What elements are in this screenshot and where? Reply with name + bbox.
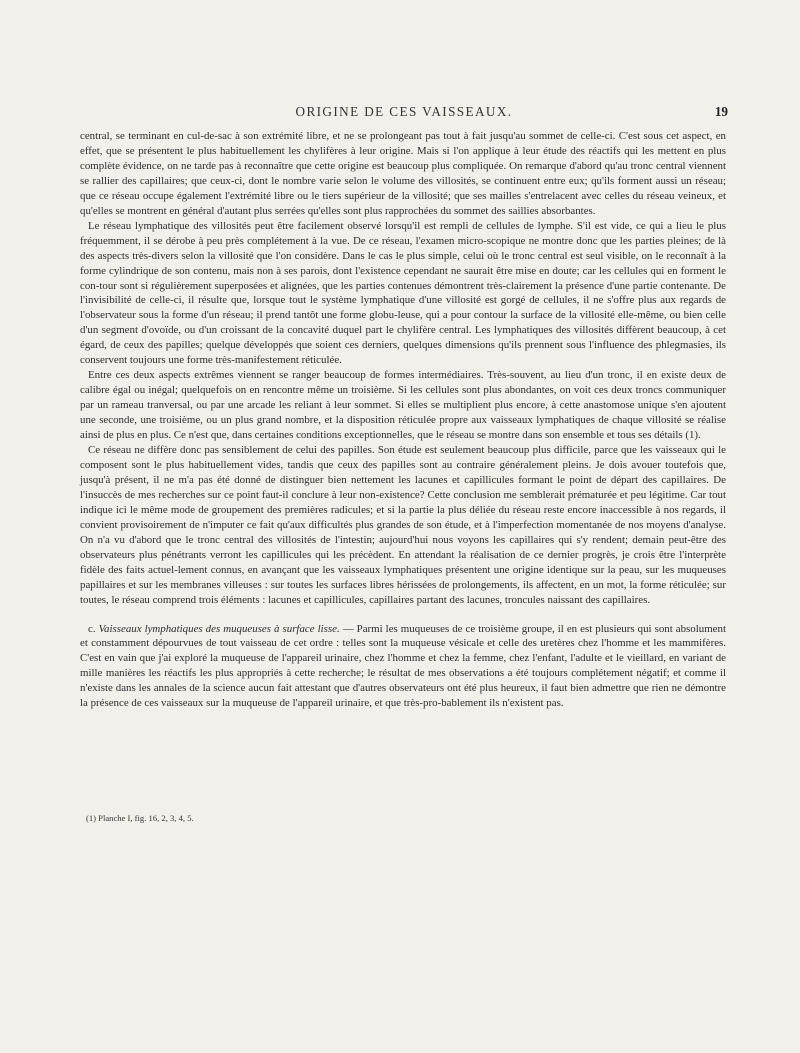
section-c-heading: Vaisseaux lymphatiques des muqueuses à surface lisse. <box>98 622 340 635</box>
page-number: 19 <box>714 104 728 119</box>
page-header <box>80 104 728 122</box>
paragraph-4: Ce réseau ne diffère donc pas sensiblement de celui des papilles. Son étude est seulement beaucoup plus difficile, parce que les vaisseaux qui le composent sont le plus habituellement vides, tandis que ceux des papilles sont au contraire généralement pleins. Je dois avouer toutefois que, jusqu'à présent, il ne m'a pas été donné de distinguer bien nettement les lacunes et capillicules formant le point de départ des capillaires. De l'insuccès de mes recherches sur ce point faut-il conclure à leur non-existence? Cette conclusion me semblerait prématurée et peu légitime. Car tout indique ici le même mode de groupement des premières radicules; et si la partie la plus déliée du réseau reste encore inaccessible à nos regards, il convient provisoirement de n'imputer ce fait qu'aux difficultés plus grandes de son étude, et à l'imperfection momentanée de nos moyens d'analyse. On n'a vu d'abord que le tronc central des villosités de l'intestin; aujourd'hui nous voyons les capillaires qui s'y rendent; demain peut-être des observateurs plus pénétrants verront les capillicules qui les précèdent. En attendant la réalisation de ce dernier progrès, je crois être l'interprète fidèle des faits actuel-lement connus, en avançant que les vaisseaux lymphatiques présentent une origine identique sur la peau, sur les muqueuses papillaires et sur les membranes villeuses : sur toutes les surfaces libres hérissées de prolongements, ils affectent, en un mot, la forme réticulée; sur toutes, le réseau comprend trois éléments : lacunes et capillicules, capillaires partant des lacunes, troncules naissant des capillaires. <box>80 444 726 606</box>
running-title: ORIGINE DE CES VAISSEAUX. <box>295 104 513 119</box>
body-text <box>80 129 726 711</box>
section-c-paragraph <box>80 622 726 712</box>
paragraph-3: Entre ces deux aspects extrêmes viennent se ranger beaucoup de formes intermédiaires. Très-souvent, au lieu d'un tronc, il en existe deux de calibre égal ou inégal; quelquefois on en rencontre même un troisième. Si les cellules sont plus abondantes, on voit ces deux troncs communiquer par un rameau tranversal, ou par une arcade les reliant à leur sommet. Si elles se multiplient plus encore, à cette anastomose unique s'en ajoutent une seconde, une troisième, ou un plus grand nombre, et la disposition réticulée propre aux vaisseaux lymphatiques de chaque villosité se réalise ainsi de plus en plus. Ce n'est que, dans certaines conditions exceptionnelles, que le réseau se montre dans son ensemble et tous ses détails (1). <box>80 369 726 442</box>
paragraph-1: central, se terminant en cul-de-sac à son extrémité libre, et ne se prolongeant pas tout à fait jusqu'au sommet de celle-ci. C'est sous cet aspect, en effet, que se présentent le plus habituellement les chylifères à leur origine. Mais si l'on applique à leur étude des réactifs qui les mettent en plus complète évidence, on ne tarde pas à reconnaître que cette origine est beaucoup plus compliquée. On remarque d'abord qu'au tronc central viennent se rallier des capillaires; que ceux-ci, dont le nombre varie selon le volume des villosités, se continuent entre eux; qu'ils forment aussi un réseau; que ce réseau occupe également l'extrémité libre ou le tiers supérieur de la villosité; que ses mailles s'entrelacent avec celles du réseau veineux, et qu'elles se montrent en général d'autant plus serrées qu'elles sont plus rapprochées du sommet des saillies absorbantes. <box>80 130 726 217</box>
section-c-text: — Parmi les muqueuses de ce troisième groupe, il en est plusieurs qui sont absolument et constamment dépourvues de tout vaisseau de cet ordre : telles sont la muqueuse vésicale et celle des uretères chez l'homme et les mammifères. C'est en vain que j'ai exploré la muqueuse de l'appareil urinaire, chez l'homme et chez la femme, chez l'enfant, l'adulte et le vieillard, en variant de mille manières les réactifs les plus appropriés à cette recherche; le résultat de mes observations a été toujours complétement négatif; et comme il n'existe dans les annales de la science aucun fait attestant que d'autres observateurs ont été plus heureux, il faut bien admettre que rien ne démontre la présence de ces vaisseaux sur la muqueuse de l'appareil urinaire, et que très-pro-bablement ils n'existent pas. <box>80 622 726 710</box>
section-c-label: c. <box>88 622 96 635</box>
paragraph-2: Le réseau lymphatique des villosités peut être facilement observé lorsqu'il est rempli de cellules de lymphe. S'il est vide, ce qui a lieu le plus fréquemment, il se dérobe à peu près complétement à la vue. De ce réseau, l'examen micro-scopique ne montre donc que les parties pleines; de là des aspects très-divers selon la villosité que l'on considère. Dans le cas le plus simple, celui où le tronc central est seul visible, on le reconnaît à la forme cylindrique de son contenu, mais non à ses parois, dont l'existence cependant ne saurait être mise en doute; car les cellules qui en forment le con-tour sont si régulièrement superposées et alignées, que les parties contenues démontrent très-clairement la présence d'une partie contenante. De l'invisibilité de celle-ci, il résulte que, lorsque tout le système lymphatique d'une villosité est gorgé de cellules, il ne s'offre plus aux regards de l'observateur sous la forme d'un réseau; il prend tantôt une forme globu-leuse, qui a pour contour la surface de la villosité elle-même, ou bien celle d'un segment d'ovoïde, ou d'un croissant de la concavité duquel part le chylifère central. Les lymphatiques des villosités diffèrent beaucoup, à cet égard, de ceux des papilles; quelque développés que soient ces derniers, quelques dimensions qu'ils prennent sous l'influence des phlegmasies, ils conservent toujours une forme très-manifestement réticulée. <box>80 219 726 367</box>
footnote: (1) Planche I, fig. 16, 2, 3, 4, 5. <box>86 813 194 823</box>
